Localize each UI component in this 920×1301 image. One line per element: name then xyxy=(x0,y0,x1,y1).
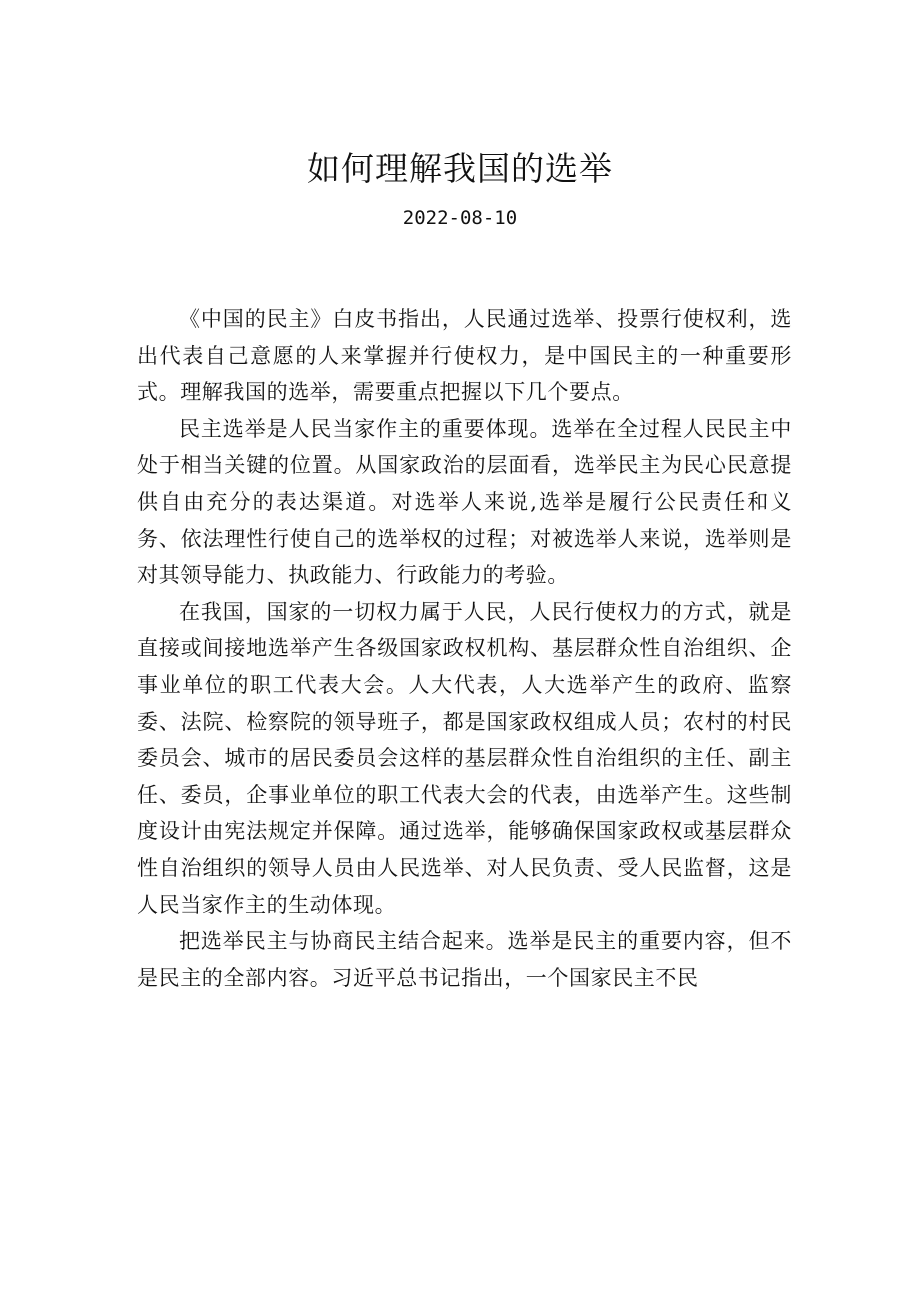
paragraph-1: 《中国的民主》白皮书指出，人民通过选举、投票行使权利，选出代表自己意愿的人来掌握并行使权力，是中国民主的一种重要形式。理解我国的选举，需要重点把握以下几个要点。 xyxy=(137,307,792,405)
document-date: 2022-08-10 xyxy=(402,207,518,229)
paragraph-2: 民主选举是人民当家作主的重要体现。选举在全过程人民民主中处于相当关键的位置。从国家政治的层面看，选举民主为民心民意提供自由充分的表达渠道。对选举人来说,选举是履行公民责任和义务、依法理性行使自己的选举权的过程；对被选举人来说，选举则是对其领导能力、执政能力、行政能力的考验。 xyxy=(137,416,792,588)
document-title: 如何理解我国的选举 xyxy=(307,149,613,188)
paragraph-3: 在我国，国家的一切权力属于人民，人民行使权力的方式，就是直接或间接地选举产生各级国家政权机构、基层群众性自治组织、企事业单位的职工代表大会。人大代表，人大选举产生的政府、监察委、法院、检察院的领导班子，都是国家政权组成人员；农村的村民委员会、城市的居民委员会这样的基层群众性自治组织的主任、副主任、委员，企事业单位的职工代表大会的代表，由选举产生。这些制度设计由宪法规定并保障。通过选举，能够确保国家政权或基层群众性自治组织的领导人员由人民选举、对人民负责、受人民监督，这是人民当家作主的生动体现。 xyxy=(137,599,792,917)
paragraph-4: 把选举民主与协商民主结合起来。选举是民主的重要内容，但不是民主的全部内容。习近平总书记指出，一个国家民主不民 xyxy=(137,929,792,990)
document-body xyxy=(137,301,792,996)
